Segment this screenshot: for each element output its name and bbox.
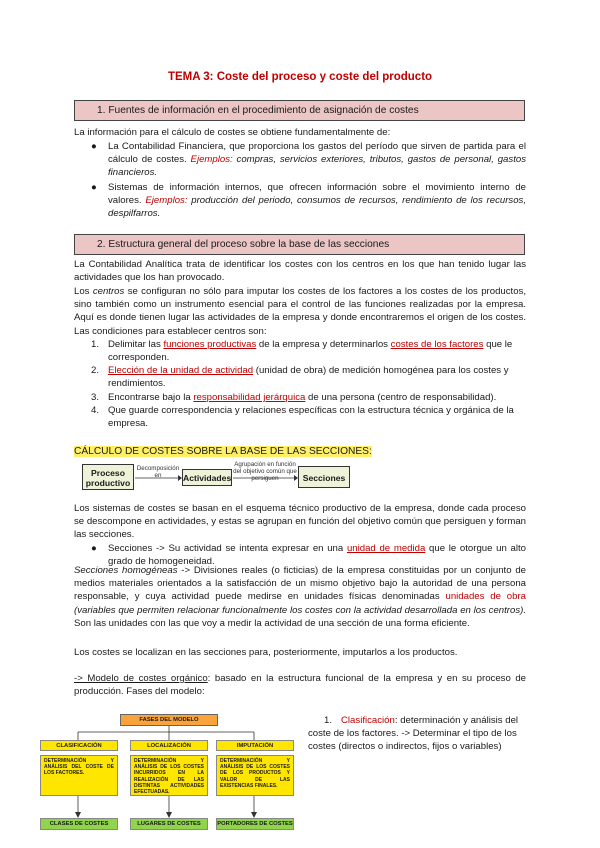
section-1-heading: [74, 100, 525, 121]
bullet-icon: ●: [91, 543, 97, 554]
condition-2: Elección de la unidad de actividad (unidad de obra) de medición homogénea para los costes y rendimientos.: [108, 365, 509, 390]
bullet-icon: ●: [91, 141, 97, 152]
phase-head-clasificacion: CLASIFICACIÓN: [40, 740, 118, 751]
bullet-sistemas-internos: Sistemas de información internos, que ofrecen información sobre el movimiento interno de valores. Ejemplos: producción del periodo, consumos de recursos, rendimiento de los recursos, despilfarros.: [108, 182, 526, 220]
model-phases-diagram: [40, 714, 298, 846]
bullet-contabilidad-financiera: La Contabilidad Financiera, que proporciona los gastos del período que sirven de partida para el cálculo de costes. Ejemplos: compras, servicios exteriores, tributos, gastos de personal, gastos financieros.: [108, 141, 526, 179]
section-1-intro: La información para el cálculo de costes se obtiene fundamentalmente de:: [74, 127, 391, 138]
phase-body-imputacion: DETERMINACIÓN Y ANÁLISIS DE LOS COSTES DE LOS PRODUCTOS Y VALOR DE LAS EXISTENCIAS FINALES.: [216, 755, 294, 796]
section-2-heading-text: 2. Estructura general del proceso sobre la base de las secciones: [97, 239, 390, 250]
section-2-para2: Los centros se configuran no sólo para imputar los costes de los factores a los costes de los productos, sino también como un instrumento esencial para el control de las funciones realizadas por la empresa. Aquí es donde tienen lugar las actividades de la empresa y donde encontraremos el origen de los costes. Las condiciones para establecer centros son:: [74, 286, 527, 337]
phase-foot-clasificacion: CLASES DE COSTES: [40, 818, 118, 830]
side-clasificacion-text: Clasificación: determinación y análisis del coste de los factores. -> Determinar el tipo de los costes (directos o indirectos, fijos o variables): [308, 715, 519, 753]
section-1-heading-text: 1. Fuentes de información en el procedimiento de asignación de costes: [97, 105, 419, 116]
phase-foot-localizacion: LUGARES DE COSTES: [130, 818, 208, 830]
page-title: TEMA 3: Coste del proceso y coste del producto: [167, 71, 433, 83]
flow-box-proceso: Proceso productivo: [82, 464, 134, 490]
phase-body-clasificacion: DETERMINACIÓN Y ANÁLISIS DEL COSTE DE LOS FACTORES.: [40, 755, 118, 796]
modelo-organico-para: -> Modelo de costes orgánico: basado en la estructura funcional de la empresa y en su proceso de producción. Fases del modelo:: [74, 673, 527, 698]
arrow-icon: [232, 474, 298, 482]
phase-head-imputacion: IMPUTACIÓN: [216, 740, 294, 751]
diagram-top-box: FASES DEL MODELO: [120, 714, 218, 726]
bullet-secciones: Secciones -> Su actividad se intenta expresar en una unidad de medida que le otorgue un alto grado de homogeneidad.: [108, 543, 526, 568]
condition-4: Que guarde correspondencia y relaciones específicas con la estructura técnica y orgánica de la empresa.: [108, 405, 514, 430]
flow-box-secciones: Secciones: [298, 466, 350, 488]
secciones-homogeneas-para: Secciones homogéneas -> Divisiones reales (o ficticias) de la empresa constituidas por un conjunto de medios materiales orientados a la satisfacción de un mismo objetivo bajo la autoridad de una persona responsable, y cuya actividad puede medirse en unidades físicas denominadas unidades de obra (variables que permiten relacionar funcionalmente los costes con la actividad desarrollada en los centros). Son las unidades con las que voy a medir la actividad de una sección de una forma eficiente.: [74, 565, 526, 629]
calc-para-last: Los costes se localizan en las secciones para, posteriormente, imputarlos a los productos.: [74, 647, 458, 658]
calc-heading: CÁLCULO DE COSTES SOBRE LA BASE DE LAS SECCIONES:: [74, 446, 372, 457]
phase-body-localizacion: DETERMINACIÓN Y ANÁLISIS DE LOS COSTES INCURRIDOS EN LA REALIZACIÓN DE LAS DISTINTAS ACTIVIDADES EFECTUADAS.: [130, 755, 208, 796]
list-number: 3.: [91, 392, 100, 403]
list-number: 1.: [91, 339, 100, 350]
section-2-heading: [74, 234, 525, 255]
side-number: 1.: [324, 715, 333, 726]
condition-1: Delimitar las funciones productivas de la empresa y determinarlos costes de los factores que le corresponden.: [108, 339, 513, 364]
flow-box-actividades: Actividades: [182, 469, 232, 486]
bullet-icon: ●: [91, 182, 97, 193]
phase-head-localizacion: LOCALIZACIÓN: [130, 740, 208, 751]
section-2-para1: La Contabilidad Analítica trata de identificar los costes con los centros en los que han tenido lugar las actividades que los han provocado.: [74, 259, 526, 284]
list-number: 4.: [91, 405, 100, 416]
phase-foot-imputacion: PORTADORES DE COSTES: [216, 818, 294, 830]
calc-para1: Los sistemas de costes se basan en el esquema técnico productivo de la empresa, donde cada proceso se descompone en actividades, y estas se agrupan en función del objetivo común que persiguen y forman las secciones.: [74, 503, 526, 541]
flow-label-decomposicion: Decomposición en: [136, 465, 180, 479]
flow-label-agrupacion: Agrupación en función del objetivo común que persiguen: [233, 461, 297, 482]
arrow-icon: [134, 474, 182, 482]
list-number: 2.: [91, 365, 100, 376]
condition-3: Encontrarse bajo la responsabilidad jerárquica de una persona (centro de responsabilidad).: [108, 392, 497, 403]
